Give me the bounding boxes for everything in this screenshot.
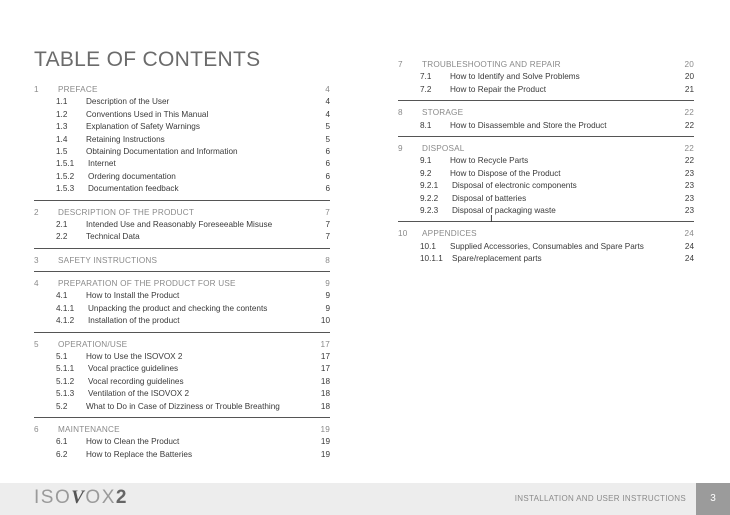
toc-entry-title: Supplied Accessories, Consumables and Spare Parts [450,241,644,251]
toc-entry-page: 22 [684,143,694,153]
toc-entry-page: 4 [325,97,330,107]
toc-entry[interactable] [34,219,330,231]
toc-entry-title: SAFETY INSTRUCTIONS [58,255,158,265]
toc-entry-num: 1.1 [56,97,68,107]
toc-chapter-entry[interactable] [398,59,694,71]
toc-entry-num: 4 [34,279,39,289]
toc-entry[interactable] [34,96,330,108]
toc-entry-num: 10 [398,229,408,239]
toc-entry-title: Obtaining Documentation and Information [86,146,238,156]
toc-entry-page: 9 [325,291,330,301]
page-title: TABLE OF CONTENTS [34,48,261,71]
toc-entry-title: Installation of the product [88,316,180,326]
toc-entry-page: 20 [684,72,694,82]
toc-entry[interactable] [398,193,694,205]
toc-entry-page: 17 [320,339,330,349]
toc-entry[interactable] [398,241,694,253]
toc-chapter-entry[interactable] [398,143,694,155]
toc-entry-title: Disposal of packaging waste [452,205,556,215]
toc-entry-num: 8.1 [420,120,432,130]
toc-entry-num: 5.1 [56,352,68,362]
toc-entry-title: How to Clean the Product [86,437,180,447]
toc-section [398,59,694,101]
toc-entry-page: 18 [320,401,330,411]
toc-entry-page: 10 [320,316,330,326]
toc-entry[interactable] [34,121,330,133]
toc-entry-num: 9.2.3 [420,205,439,215]
footer [0,483,730,515]
toc-entry-num: 6 [34,424,39,434]
toc-entry-page: 19 [320,449,330,459]
toc-entry[interactable] [34,146,330,158]
toc-entry[interactable] [34,290,330,302]
toc-column-right [398,59,694,275]
toc-entry-page: 23 [684,168,694,178]
toc-section [34,424,330,465]
toc-entry-title: What to Do in Case of Dizziness or Trouble Breathing [86,401,280,411]
toc-entry-num: 6.2 [56,449,68,459]
toc-entry-page: 18 [320,389,330,399]
toc-entry[interactable] [34,436,330,448]
toc-entry-page: 19 [320,424,330,434]
toc-entry-page: 17 [320,352,330,362]
brand-logo: ISOVOX2 [34,487,128,508]
toc-section [398,143,694,222]
toc-entry-title: Vocal recording guidelines [88,376,184,386]
toc-entry-num: 1.5 [56,146,68,156]
toc-entry-num: 5 [34,339,39,349]
toc-entry-title: Conventions Used in This Manual [86,109,209,119]
toc-entry[interactable] [34,363,330,375]
toc-entry-page: 23 [684,181,694,191]
toc-entry-num: 7.2 [420,84,432,94]
toc-entry-title: How to Disassemble and Store the Product [450,120,607,130]
toc-entry-title: How to Recycle Parts [450,156,529,166]
toc-entry-num: 1.2 [56,109,68,119]
toc-entry-page: 18 [320,376,330,386]
toc-entry[interactable] [34,171,330,183]
toc-entry-page: 4 [325,109,330,119]
toc-entry[interactable] [398,120,694,132]
toc-entry-page: 5 [325,134,330,144]
toc-entry[interactable] [34,303,330,315]
toc-entry-num: 8 [398,108,403,118]
toc-entry[interactable] [34,376,330,388]
toc-entry-num: 9.2 [420,168,432,178]
toc-entry-num: 4.1.2 [56,316,75,326]
toc-entry-page: 21 [684,84,694,94]
toc-entry-title: MAINTENANCE [58,424,120,434]
toc-entry-page: 4 [325,85,330,94]
toc-chapter-entry[interactable] [34,255,330,267]
toc-entry-title: Spare/replacement parts [452,254,542,264]
toc-entry-title: Ventilation of the ISOVOX 2 [88,389,190,399]
toc-chapter-entry[interactable] [398,228,694,240]
toc-entry-num: 1.3 [56,122,68,132]
toc-entry-num: 2.1 [56,219,68,229]
page-number: 3 [696,483,730,515]
toc-entry-page: 6 [325,159,330,169]
toc-entry-page: 6 [325,171,330,181]
toc-entry[interactable] [398,84,694,96]
toc-section [34,84,330,201]
toc-entry-title: Unpacking the product and checking the contents [88,303,268,313]
toc-entry-page: 9 [325,303,330,313]
toc-chapter-entry[interactable] [398,107,694,119]
toc-chapter-entry[interactable] [34,424,330,436]
toc-entry-num: 1.5.3 [56,184,75,194]
footer-doc-title: INSTALLATION AND USER INSTRUCTIONS [514,494,686,503]
toc-entry[interactable] [398,155,694,167]
toc-entry-title: STORAGE [422,108,464,118]
toc-entry-num: 9 [398,143,403,153]
toc-entry-page: 7 [325,219,330,229]
toc-entry-page: 9 [325,279,330,289]
toc-entry-title: PREFACE [58,85,98,94]
toc-chapter-entry[interactable] [34,278,330,290]
toc-entry-title: Description of the User [86,97,170,107]
toc-entry-title: How to Dispose of the Product [450,168,561,178]
toc-entry-page: 24 [684,241,694,251]
toc-entry[interactable] [398,168,694,180]
toc-entry-num: 5.1.2 [56,376,75,386]
toc-entry-title: TROUBLESHOOTING AND REPAIR [422,60,561,69]
toc-section [34,207,330,249]
toc-entry-num: 1.4 [56,134,68,144]
toc-section [34,339,330,418]
toc-entry[interactable] [398,71,694,83]
toc-entry-title: DESCRIPTION OF THE PRODUCT [58,207,195,217]
toc-entry-title: How to Install the Product [86,291,180,301]
toc-entry-title: Documentation feedback [88,184,179,194]
toc-entry-num: 7 [398,60,403,69]
toc-section [34,255,330,272]
toc-entry-page: 24 [684,229,694,239]
toc-entry-num: 5.1.3 [56,389,75,399]
toc-entry[interactable] [34,315,330,327]
toc-entry-title: Retaining Instructions [86,134,165,144]
toc-entry-num: 9.1 [420,156,432,166]
toc-entry[interactable] [34,158,330,170]
toc-entry-num: 3 [34,255,39,265]
toc-entry-num: 2.2 [56,232,68,242]
toc-entry[interactable] [398,253,694,265]
toc-entry-page: 23 [684,193,694,203]
toc-entry[interactable] [34,109,330,121]
toc-chapter-entry[interactable] [34,207,330,219]
toc-entry-page: 8 [325,255,330,265]
toc-entry-page: 22 [684,108,694,118]
toc-entry-page: 20 [684,60,694,69]
text-cursor-icon: I [490,214,493,225]
toc-entry-page: 7 [325,232,330,242]
toc-entry[interactable] [34,351,330,363]
toc-entry-title: How to Use the ISOVOX 2 [86,352,183,362]
toc-entry-title: Technical Data [86,232,140,242]
toc-entry-title: Explanation of Safety Warnings [86,122,200,132]
toc-entry-num: 1.5.1 [56,159,75,169]
toc-entry-page: 22 [684,156,694,166]
toc-entry-page: 17 [320,364,330,374]
toc-entry-title: Intended Use and Reasonably Foreseeable Misuse [86,219,273,229]
toc-entry-page: 22 [684,120,694,130]
toc-entry-num: 7.1 [420,72,432,82]
toc-entry-title: Disposal of electronic components [452,181,577,191]
toc-entry[interactable] [34,449,330,461]
toc-entry-num: 10.1.1 [420,254,443,264]
toc-entry-title: Vocal practice guidelines [88,364,179,374]
toc-entry[interactable] [398,180,694,192]
toc-entry-num: 6.1 [56,437,68,447]
toc-section [34,278,330,333]
toc-section [398,107,694,137]
toc-entry[interactable] [34,401,330,413]
toc-entry[interactable] [34,134,330,146]
toc-entry-num: 4.1 [56,291,68,301]
toc-entry-page: 6 [325,184,330,194]
toc-entry[interactable] [34,231,330,243]
toc-column-left [34,84,330,471]
toc-entry-title: APPENDICES [422,229,477,239]
toc-entry-num: 5.2 [56,401,68,411]
toc-entry-page: 6 [325,146,330,156]
toc-entry-num: 10.1 [420,241,436,251]
toc-chapter-entry[interactable] [34,84,330,96]
toc-entry[interactable] [398,205,694,217]
toc-entry-num: 5.1.1 [56,364,75,374]
toc-chapter-entry[interactable] [34,339,330,351]
toc-entry-num: 4.1.1 [56,303,75,313]
toc-entry[interactable] [34,388,330,400]
toc-entry-title: How to Repair the Product [450,84,547,94]
toc-entry-title: DISPOSAL [422,143,465,153]
toc-entry-num: 2 [34,207,39,217]
toc-entry-page: 19 [320,437,330,447]
toc-entry-num: 9.2.1 [420,181,439,191]
toc-entry[interactable] [34,183,330,195]
toc-entry-num: 9.2.2 [420,193,439,203]
toc-entry-num: 1 [34,85,39,94]
toc-entry-title: How to Replace the Batteries [86,449,193,459]
toc-entry-title: PREPARATION OF THE PRODUCT FOR USE [58,279,236,289]
toc-entry-title: Ordering documentation [88,171,176,181]
toc-entry-page: 5 [325,122,330,132]
toc-entry-title: OPERATION/USE [58,339,128,349]
toc-entry-title: Disposal of batteries [452,193,527,203]
toc-entry-page: 24 [684,254,694,264]
toc-entry-page: 23 [684,205,694,215]
toc-entry-title: How to Identify and Solve Problems [450,72,580,82]
toc-section [398,228,694,269]
toc-entry-title: Internet [88,159,116,169]
toc-entry-num: 1.5.2 [56,171,75,181]
toc-entry-page: 7 [325,207,330,217]
